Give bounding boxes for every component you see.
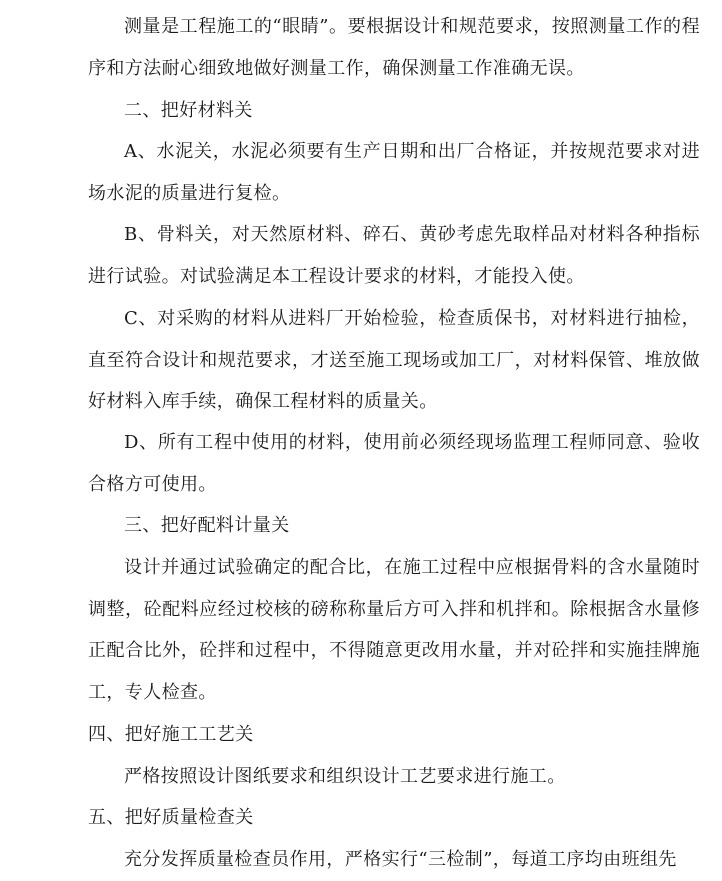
paragraph-process-requirement: 严格按照设计图纸要求和组织设计工艺要求进行施工。 xyxy=(124,766,566,787)
heading-process-control: 四、把好施工工艺关 xyxy=(88,724,254,745)
paragraph-inspection-system: 充分发挥质量检查员作用，严格实行“三检制”，每道工序均由班组先 xyxy=(124,849,677,870)
heading-material-control: 二、把好材料关 xyxy=(124,100,253,121)
paragraph-approval: D、所有工程中使用的材料，使用前必须经现场监理工程师同意、验收合格方可使用。 xyxy=(88,432,700,495)
paragraph-aggregate: B、骨料关，对天然原材料、碎石、黄砂考虑先取样品对材料各种指标进行试验。对试验满足本工程设计要求的材料，才能投入使。 xyxy=(88,224,700,287)
heading-batching-control: 三、把好配料计量关 xyxy=(124,515,290,536)
paragraph-mix-design: 设计并通过试验确定的配合比，在施工过程中应根据骨料的含水量随时调整，砼配料应经过校核的磅称称量后方可入拌和机拌和。除根据含水量修正配合比外，砼拌和过程中，不得随意更改用水量，并对砼拌和实施挂牌施工，专人检查。 xyxy=(88,557,700,703)
heading-quality-inspection: 五、把好质量检查关 xyxy=(88,807,254,828)
paragraph-survey-intro: 测量是工程施工的“眼睛”。要根据设计和规范要求，按照测量工作的程序和方法耐心细致地做好测量工作，确保测量工作准确无误。 xyxy=(88,16,700,79)
paragraph-procurement: C、对采购的材料从进料厂开始检验，检查质保书，对材料进行抽检，直至符合设计和规范要求，才送至施工现场或加工厂，对材料保管、堆放做好材料入库手续，确保工程材料的质量关。 xyxy=(88,308,700,413)
paragraph-cement: A、水泥关，水泥必须要有生产日期和出厂合格证，并按规范要求对进场水泥的质量进行复检。 xyxy=(88,141,700,204)
